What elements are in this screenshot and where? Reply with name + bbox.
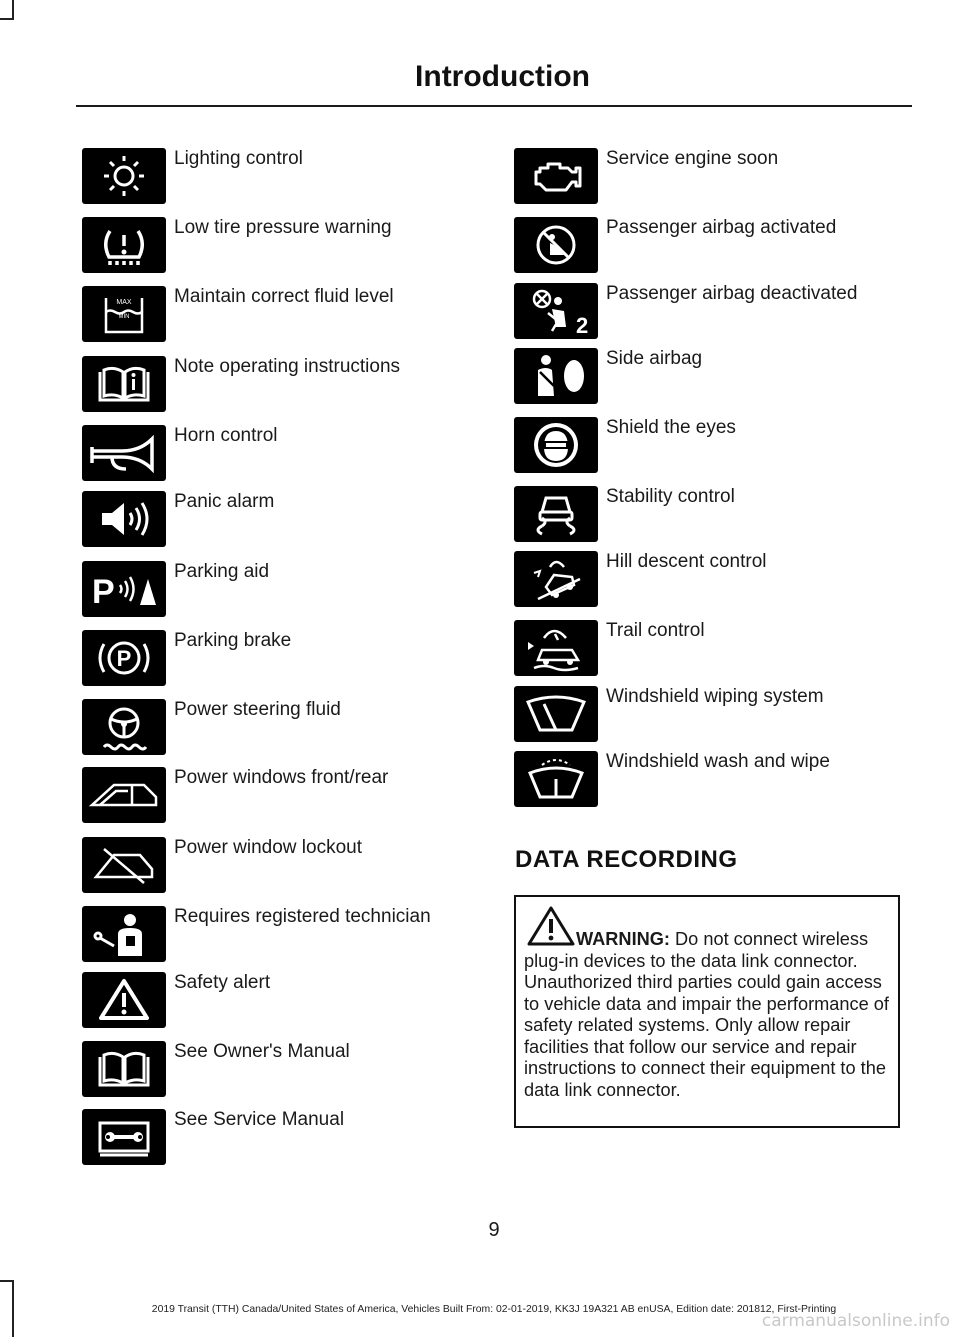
- section-heading: DATA RECORDING: [515, 846, 738, 873]
- symbol-label: Hill descent control: [606, 551, 767, 572]
- parking-aid-p-text: P: [92, 573, 115, 611]
- fluid-max-text: MAX: [116, 299, 132, 306]
- trail-control-icon: [514, 620, 598, 676]
- symbol-label: Windshield wash and wipe: [606, 751, 830, 772]
- power-steering-icon: [82, 699, 166, 755]
- technician-icon: [82, 906, 166, 962]
- fluid-level-icon: [82, 286, 166, 342]
- symbol-label: See Service Manual: [174, 1109, 345, 1130]
- stability-control-icon: [514, 486, 598, 542]
- tire-pressure-icon: [82, 217, 166, 273]
- symbol-label: Shield the eyes: [606, 417, 736, 438]
- wiper-icon: [514, 686, 598, 742]
- header-divider: [76, 105, 912, 107]
- symbol-label: Stability control: [606, 486, 735, 507]
- symbol-label: Parking aid: [174, 561, 270, 582]
- symbol-label: Trail control: [606, 620, 705, 641]
- symbol-label: Power windows front/rear: [174, 767, 389, 788]
- symbol-label: Power steering fluid: [174, 699, 341, 720]
- safety-alert-icon: [82, 972, 166, 1028]
- warning-text: [524, 929, 898, 1101]
- symbol-label: Passenger airbag activated: [606, 217, 837, 238]
- symbol-label: Horn control: [174, 425, 278, 446]
- owners-manual-icon: [82, 1041, 166, 1097]
- lighting-control-icon: [82, 148, 166, 204]
- airbag-activated-icon: [514, 217, 598, 273]
- airbag-deactivated-icon: [514, 283, 598, 339]
- symbol-label: See Owner's Manual: [174, 1041, 350, 1062]
- crop-mark: [0, 1280, 14, 1282]
- watermark: carmanualsonline.info: [761, 1311, 950, 1331]
- symbol-label: Panic alarm: [174, 491, 275, 512]
- engine-icon: [514, 148, 598, 204]
- symbol-label: Maintain correct fluid level: [174, 286, 394, 307]
- fluid-min-text: MIN: [118, 314, 130, 320]
- window-lockout-icon: [82, 837, 166, 893]
- symbol-label: Lighting control: [174, 148, 303, 169]
- service-manual-icon: [82, 1109, 166, 1165]
- page-title: Introduction: [415, 60, 590, 93]
- panic-alarm-icon: [82, 491, 166, 547]
- parking-brake-p-text: P: [116, 646, 132, 671]
- crop-mark: [0, 18, 14, 20]
- hill-descent-icon: [514, 551, 598, 607]
- parking-aid-icon: [82, 561, 166, 617]
- shield-eyes-icon: [514, 417, 598, 473]
- footer-text: 2019 Transit (TTH) Canada/United States of America, Vehicles Built From: 02-01-2019, KK3J 19A321 AB enUSA, Edition date: 201812, First-Printing: [151, 1304, 837, 1315]
- symbol-label: Requires registered technician: [174, 906, 431, 927]
- symbol-label: Parking brake: [174, 630, 292, 651]
- symbol-label: Low tire pressure warning: [174, 217, 392, 238]
- symbol-label: Side airbag: [606, 348, 703, 369]
- power-windows-icon: [82, 767, 166, 823]
- symbol-label: Power window lockout: [174, 837, 362, 858]
- page-number: 9: [488, 1219, 500, 1241]
- airbag-deactivated-2-text: 2: [576, 313, 589, 338]
- operating-instructions-icon: [82, 356, 166, 412]
- horn-icon: [82, 425, 166, 481]
- parking-brake-icon: [82, 630, 166, 686]
- symbol-label: Passenger airbag deactivated: [606, 283, 858, 304]
- crop-mark: [12, 0, 14, 20]
- warning-label: WARNING:: [576, 929, 670, 949]
- side-airbag-icon: [514, 348, 598, 404]
- symbol-label: Safety alert: [174, 972, 271, 993]
- wash-wipe-icon: [514, 751, 598, 807]
- symbol-label: Windshield wiping system: [606, 686, 824, 707]
- symbol-label: Service engine soon: [606, 148, 779, 169]
- symbol-label: Note operating instructions: [174, 356, 401, 377]
- warning-body: Do not connect wireless plug-in devices to the data link connector. Unauthorized third parties could gain access to vehicle data and impair the performance of safety related systems. Only allow repair facilities that follow our service and repair instructions to connect their equipment to the data link connector.: [524, 929, 889, 1100]
- warning-box: [514, 895, 900, 1128]
